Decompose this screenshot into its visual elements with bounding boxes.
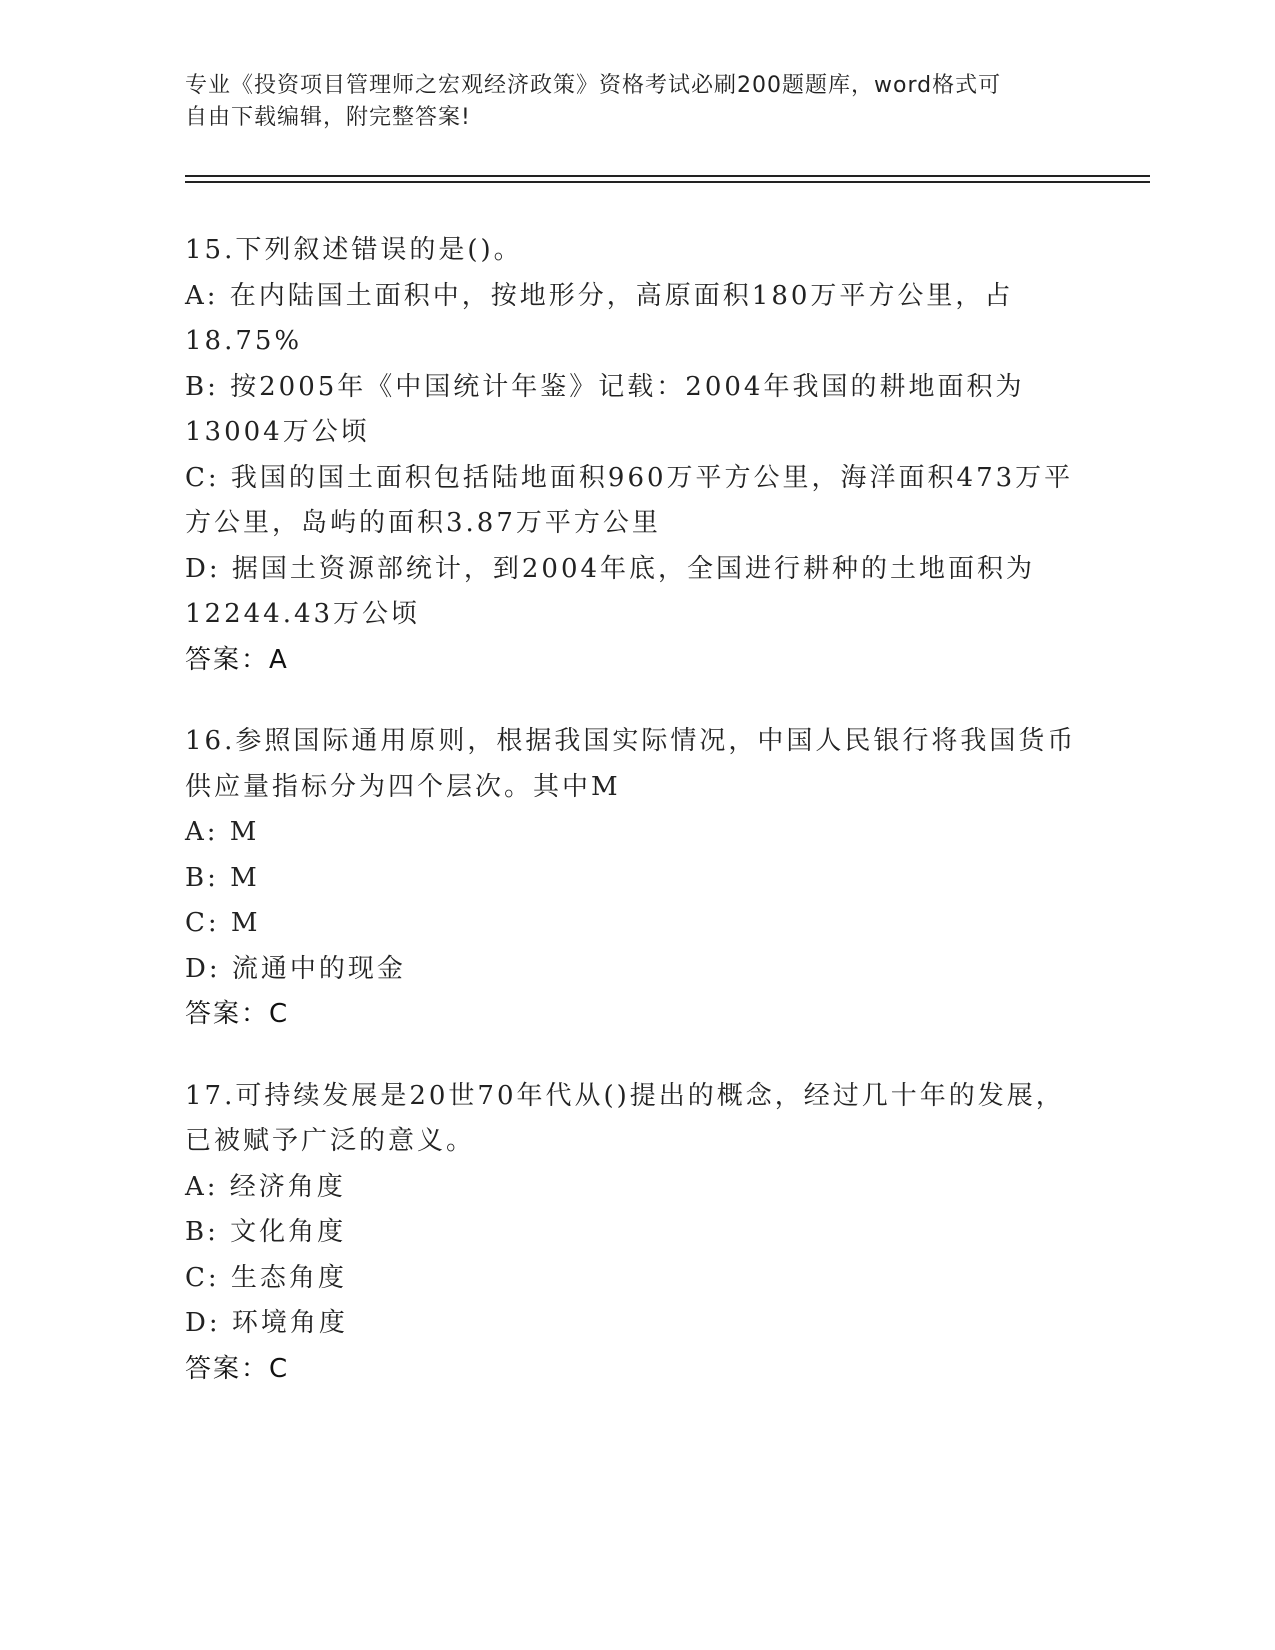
option-b: B: 按2005年《中国统计年鉴》记载：2004年我国的耕地面积为 xyxy=(185,371,1025,402)
question-list xyxy=(185,228,1085,1428)
header-line-2: 自由下载编辑，附完整答案! xyxy=(185,105,471,130)
question-17 xyxy=(185,1074,1085,1393)
document-header xyxy=(185,70,1065,134)
answer-label: 答案：C xyxy=(185,999,290,1029)
header-divider-top xyxy=(185,175,1150,177)
option-a: A: M xyxy=(185,817,260,847)
question-stem: 17.可持续发展是20世70年代从()提出的概念，经过几十年的发展， xyxy=(185,1080,1065,1111)
option-c: C: 生态角度 xyxy=(185,1262,347,1293)
answer-label: 答案：C xyxy=(185,1353,290,1384)
option-c: C: 我国的国土面积包括陆地面积960万平方公里，海洋面积473万平 xyxy=(185,462,1074,493)
question-16 xyxy=(185,719,1085,1038)
header-line-1: 专业《投资项目管理师之宏观经济政策》资格考试必刷200题题库，word格式可 xyxy=(185,73,1002,98)
option-a-continued: 18.75% xyxy=(185,326,303,356)
option-c: C: M xyxy=(185,908,261,938)
question-stem: 15.下列叙述错误的是()。 xyxy=(185,235,523,265)
question-stem: 16.参照国际通用原则，根据我国实际情况，中国人民银行将我国货币 xyxy=(185,726,1077,756)
question-stem-continued: 已被赋予广泛的意义。 xyxy=(185,1126,476,1156)
option-b: B: M xyxy=(185,862,260,893)
question-stem-continued: 供应量指标分为四个层次。其中M xyxy=(185,771,621,802)
option-d: D: 据国土资源部统计，到2004年底，全国进行耕种的土地面积为 xyxy=(185,553,1036,584)
option-a: A: 在内陆国土面积中，按地形分，高原面积180万平方公里，占 xyxy=(185,280,1014,311)
option-d: D: 流通中的现金 xyxy=(185,953,406,984)
option-d-continued: 12244.43万公顷 xyxy=(185,599,421,629)
option-d: D: 环境角度 xyxy=(185,1308,348,1338)
option-a: A: 经济角度 xyxy=(185,1171,346,1202)
header-divider-bottom xyxy=(185,181,1150,183)
question-15 xyxy=(185,228,1085,683)
answer-label: 答案：A xyxy=(185,644,289,675)
option-b: B: 文化角度 xyxy=(185,1217,347,1247)
option-c-continued: 方公里，岛屿的面积3.87万平方公里 xyxy=(185,508,661,538)
option-b-continued: 13004万公顷 xyxy=(185,417,370,447)
